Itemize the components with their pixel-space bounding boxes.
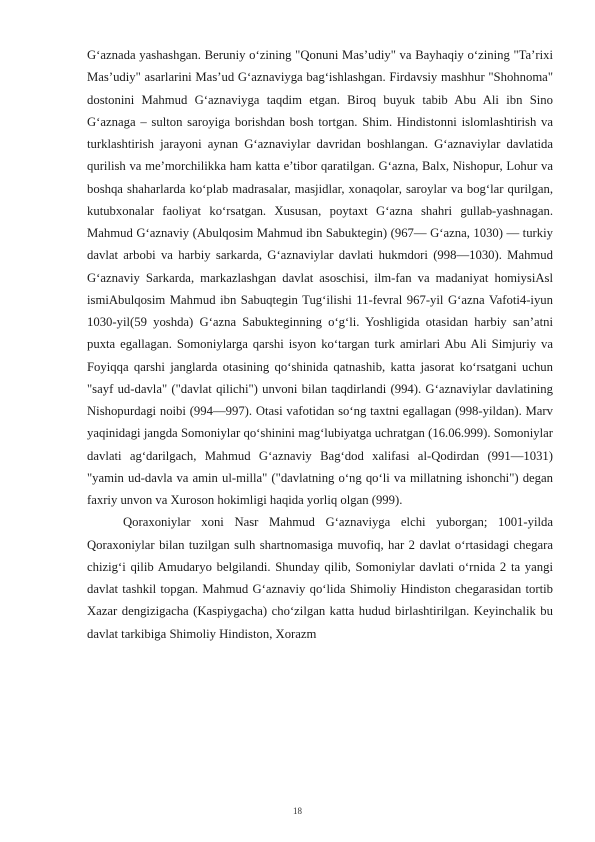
paragraph-2: Qoraxoniylar xoni Nasr Mahmud G‘aznaviyga elchi yuborgan; 1001-yilda Qoraxoniylar bilan tuzilgan sulh shartnomasiga muvofiq, har 2 davlat o‘rtasidagi chegara chizig‘i qilib Amudaryo belgilandi. Shunday qilib, Somoniylar davlati o‘rnida 2 ta yangi davlat tashkil topgan. Mahmud G‘aznaviy qo‘lida Shimoliy Hindiston chegarasidan tortib Xazar dengizigacha (Kaspiygacha) cho‘zilgan katta hudud birlashtirilgan. Keyinchalik bu davlat tarkibiga Shimoliy Hindiston, Xorazm <box>87 515 553 641</box>
page-number: 18 <box>293 806 302 816</box>
paragraph-1: G‘aznada yashashgan. Beruniy o‘zining "Qonuni Mas’udiy" va Bayhaqiy o‘zining "Ta’rixi Mas’udiy" asarlarini Mas’ud G‘aznaviyga bag‘ishlashgan. Firdavsiy mashhur "Shohnoma" dostonini Mahmud G‘aznaviyga taqdim etgan. Biroq buyuk tabib Abu Ali ibn Sino G‘aznaga – sulton saroyiga borishdan bosh tortgan. Shim. Hindistonni islomlashtirish va turklashtirish jarayoni aynan G‘aznaviylar davridan boshlangan. G‘aznaviylar davlatida qurilish va me’morchilikka ham katta e’tibor qaratilgan. G‘azna, Balx, Nishopur, Lohur va boshqa shaharlarda ko‘plab madrasalar, masjidlar, xonaqolar, saroylar va bog‘lar qurilgan, kutubxonalar faoliyat ko‘rsatgan. Xususan, poytaxt G‘azna shahri gullab-yashnagan. Mahmud G‘aznaviy (Abulqosim Mahmud ibn Sabuktegin) (967— G‘azna, 1030) — turkiy davlat arbobi va harbiy sarkarda, G‘aznaviylar davlati hukmdori (998—1030). Mahmud G‘aznaviy Sarkarda, markazlashgan davlat asoschisi, ilm-fan va madaniyat homiysiAsl ismiAbulqosim Mahmud ibn Sabuqtegin Tug‘ilishi 11-fevral 967-yil G‘azna Vafoti4-iyun 1030-yil(59 yoshda) G‘azna Sabukteginning o‘g‘li. Yoshligida otasidan harbiy san’atni puxta egallagan. Somoniylarga qarshi isyon ko‘targan turk amirlari Abu Ali Simjuriy va Foyiqqa qarshi janglarda otasining qo‘shinida qatnashib, katta jasorat ko‘rsatgani uchun "sayf ud-davla" ("davlat qilichi") unvoni bilan taqdirlandi (994). G‘aznaviylar davlatining Nishopurdagi noibi (994—997). Otasi vafotidan so‘ng taxtni egallagan (998-yildan). Marv yaqinidagi jangda Somoniylar qo‘shinini mag‘lubiyatga uchratgan (16.06.999). Somoniylar davlati ag‘darilgach, Mahmud G‘aznaviy Bag‘dod xalifasi al-Qodirdan (991—1031) "yamin ud-davla va amin ul-milla" ("davlatning o‘ng qo‘li va millatning ishonchi") degan faxriy unvon va Xuroson hokimligi haqida yorliq olgan (999). <box>87 48 553 507</box>
document-page <box>87 44 553 645</box>
